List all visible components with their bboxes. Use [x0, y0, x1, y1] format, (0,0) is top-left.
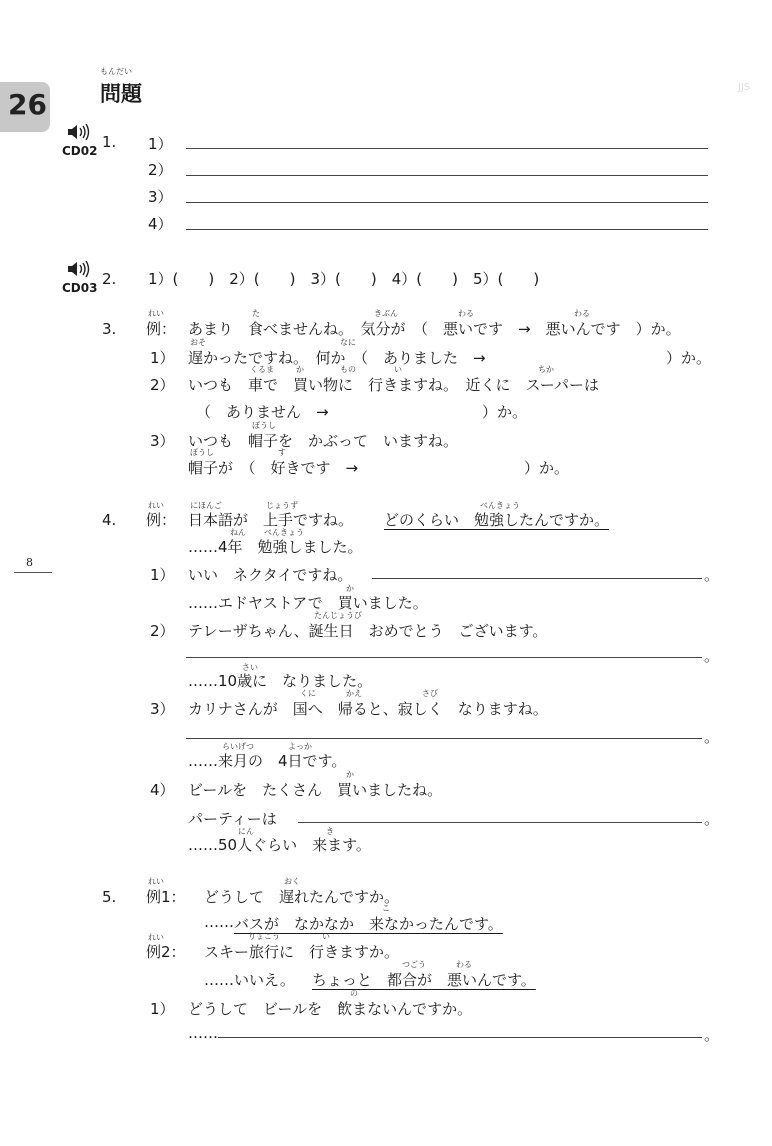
ruby: こ	[382, 904, 390, 913]
item-end: ）か。	[524, 459, 570, 477]
ruby: おそ	[190, 338, 206, 347]
item-number: 1）	[150, 1000, 175, 1018]
item-text: 帽子が （ 好きです →	[188, 459, 359, 477]
question-number: 5.	[102, 888, 117, 906]
watermark: JJS	[738, 82, 751, 93]
answer-line[interactable]	[218, 1037, 702, 1038]
item-text: ビールを たくさん 買いましたね。	[188, 781, 443, 799]
example-text: あまり 食べませんね。 気分が （ 悪いです → 悪いんです ）か。	[188, 320, 681, 338]
ruby: おく	[284, 877, 300, 886]
ruby: にん	[238, 827, 254, 836]
ruby: もの	[340, 365, 356, 374]
ruby: れい	[148, 501, 164, 510]
ruby: わる	[456, 960, 472, 969]
answer-line[interactable]	[186, 175, 708, 176]
item-text: パーティーは	[188, 810, 277, 828]
answer-choices[interactable]: 1）( ) 2）( ) 3）( ) 4）( ) 5）( )	[148, 270, 540, 288]
item-text: いい ネクタイですね。	[188, 566, 353, 584]
ruby: よっか	[288, 742, 312, 751]
example-underlined: バスが なかなか 来なかったんです。	[234, 915, 503, 933]
ruby: す	[278, 448, 286, 457]
item-number: 1）	[150, 349, 175, 367]
period: 。	[704, 1026, 720, 1044]
ruby: れい	[148, 309, 164, 318]
item-text: どうして ビールを 飲まないんですか。	[188, 1000, 473, 1018]
answer-line[interactable]	[186, 657, 702, 658]
answer-text: ……エドヤストアで 買いました。	[188, 594, 428, 612]
item-number: 3）	[150, 700, 175, 718]
item-number: 3）	[148, 188, 173, 206]
answer-text: ……50人ぐらい 来ます。	[188, 836, 371, 854]
cd-track-label: CD02	[62, 144, 98, 158]
example-text: どうして 遅れたんですか。	[204, 888, 400, 906]
item-number: 1）	[148, 135, 173, 153]
item-number: 2）	[150, 622, 175, 640]
lesson-number-tab	[0, 82, 50, 132]
ruby: くに	[300, 689, 316, 698]
ruby: ちか	[538, 365, 554, 374]
ruby: か	[346, 770, 354, 779]
ruby: わる	[574, 309, 590, 318]
item-text: いつも 車で 買い物に 行きますね。 近くに スーパーは	[188, 376, 600, 394]
answer-line[interactable]	[186, 202, 708, 203]
ruby: つごう	[402, 960, 426, 969]
page-number-rule	[14, 572, 52, 573]
lesson-number: 26	[8, 88, 47, 121]
question-number: 2.	[102, 270, 117, 288]
question-number: 4.	[102, 511, 117, 529]
item-number: 1）	[150, 566, 175, 584]
ruby: べんきょう	[480, 501, 520, 510]
example-underlined: どのくらい 勉強したんですか。	[384, 511, 610, 529]
ruby: さび	[422, 689, 438, 698]
answer-line[interactable]	[372, 578, 702, 579]
item-end: ）か。	[482, 403, 528, 421]
example-label: 例1：	[146, 888, 186, 906]
ruby: い	[322, 932, 330, 941]
ruby: い	[394, 365, 402, 374]
period: 。	[704, 728, 720, 746]
item-text: いつも 帽子を かぶって いますね。	[188, 432, 459, 450]
item-number: 3）	[150, 432, 175, 450]
item-text: （ ありません →	[196, 403, 329, 421]
ruby: た	[252, 309, 260, 318]
ruby: れい	[148, 933, 164, 942]
ruby: ねん	[230, 528, 246, 537]
ruby: くるま	[250, 365, 274, 374]
item-number: 2）	[148, 161, 173, 179]
period: 。	[704, 647, 720, 665]
item-text: 遅かったですね。 何か （ ありました →	[188, 349, 486, 367]
ruby: れい	[148, 877, 164, 886]
period: 。	[704, 810, 720, 828]
example-label: 例2：	[146, 943, 186, 961]
answer-text: ……来月の 4日です。	[188, 752, 347, 770]
example-text: スキー旅行に 行きますか。	[204, 943, 400, 961]
answer-line[interactable]	[298, 822, 702, 823]
ruby: き	[326, 827, 334, 836]
ruby: かえ	[346, 689, 362, 698]
example-text: 日本語が 上手ですね。	[188, 511, 354, 529]
answer-line[interactable]	[186, 229, 708, 230]
question-number: 1.	[102, 133, 117, 151]
ruby: べんきょう	[264, 528, 304, 537]
speaker-icon[interactable]	[66, 124, 92, 140]
ruby: りょこう	[248, 932, 280, 941]
ruby: か	[296, 365, 304, 374]
ruby: の	[350, 989, 358, 998]
ruby: わる	[458, 309, 474, 318]
ruby: きぶん	[374, 309, 398, 318]
item-number: 2）	[150, 376, 175, 394]
answer-line[interactable]	[186, 148, 708, 149]
item-number: 4）	[150, 781, 175, 799]
cd-track-label: CD03	[62, 281, 98, 295]
item-end: ）か。	[666, 349, 712, 367]
example-underlined: ちょっと 都合が 悪いんです。	[312, 971, 536, 989]
example-answer-dots: ……	[204, 913, 234, 931]
answer-line[interactable]	[186, 738, 702, 739]
example-label: 例：	[146, 511, 177, 529]
page-title: 問題	[100, 82, 142, 106]
page-number: 8	[26, 556, 33, 569]
ruby: じょうず	[266, 501, 298, 510]
ruby: なに	[340, 338, 356, 347]
example-answer-dots: ……いいえ。	[204, 971, 295, 989]
ruby: ぼうし	[252, 421, 276, 430]
ruby: にほんご	[190, 501, 222, 510]
period: 。	[704, 566, 720, 584]
ruby: たんじょうび	[314, 611, 362, 620]
item-number: 4）	[148, 215, 173, 233]
ruby: ぼうし	[190, 448, 214, 457]
item-text: テレーザちゃん、誕生日 おめでとう ございます。	[188, 622, 548, 640]
item-text: カリナさんが 国へ 帰ると、寂しく なりますね。	[188, 700, 548, 718]
example-label: 例：	[146, 320, 177, 338]
ruby: か	[346, 584, 354, 593]
ruby: らいげつ	[222, 742, 254, 751]
title-ruby: もんだい	[100, 67, 132, 76]
answer-dots: ……	[188, 1024, 218, 1042]
speaker-icon[interactable]	[66, 261, 92, 277]
example-answer: ……4年 勉強しました。	[188, 538, 363, 556]
ruby: さい	[242, 663, 258, 672]
question-number: 3.	[102, 320, 117, 338]
answer-text: ……10歳に なりました。	[188, 672, 373, 690]
